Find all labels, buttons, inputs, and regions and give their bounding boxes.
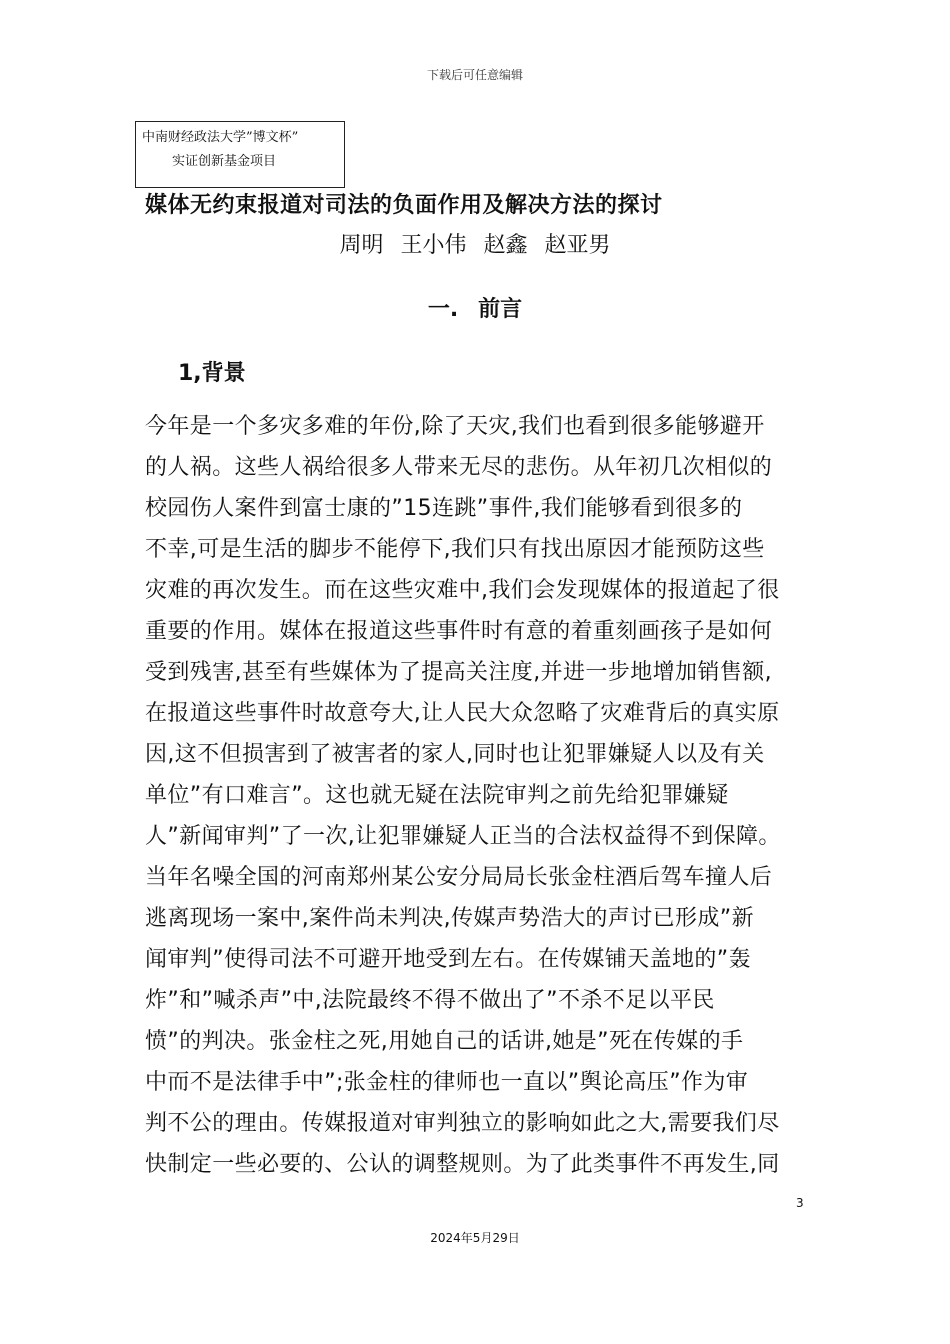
section-heading [0,292,950,323]
body-line: 愤”的判决。张金柱之死,用她自己的话讲,她是”死在传媒的手 [145,1029,744,1054]
project-label-box [135,121,345,188]
author-name: 赵鑫 [483,233,528,258]
body-line: 炸”和”喊杀声”中,法院最终不得不做出了”不杀不足以平民 [145,988,715,1013]
project-label-line2: 实证创新基金项目 [172,154,277,169]
body-line: 人”新闻审判”了一次,让犯罪嫌疑人正当的合法权益得不到保障。 [145,824,781,849]
project-label-line1: 中南财经政法大学”博文杯” [142,130,299,145]
author-list [0,228,950,259]
body-line: 判不公的理由。传媒报道对审判独立的影响如此之大,需要我们尽 [145,1111,780,1136]
body-line: 单位”有口难言”。这也就无疑在法院审判之前先给犯罪嫌疑 [145,783,729,808]
body-line: 当年名噪全国的河南郑州某公安分局局长张金柱酒后驾车撞人后 [145,865,773,890]
body-line: 重要的作用。媒体在报道这些事件时有意的着重刻画孩子是如何 [145,619,773,644]
body-line: 校园伤人案件到富士康的”15连跳”事件,我们能够看到很多的 [145,496,743,521]
section-number: 一. [427,297,459,322]
author-name: 王小伟 [400,233,467,258]
header-note: 下载后可任意编辑 [426,68,523,82]
body-line: 中而不是法律手中”;张金柱的律师也一直以”舆论高压”作为审 [145,1070,749,1095]
body-line: 在报道这些事件时故意夸大,让人民大众忽略了灾难背后的真实原 [145,701,780,726]
page-number: 3 [796,1196,804,1210]
body-line: 灾难的再次发生。而在这些灾难中,我们会发现媒体的报道起了很 [145,578,780,603]
body-line: 因,这不但损害到了被害者的家人,同时也让犯罪嫌疑人以及有关 [145,742,765,767]
body-line: 逃离现场一案中,案件尚未判决,传媒声势浩大的声讨已形成”新 [145,906,754,931]
body-line: 的人祸。这些人祸给很多人带来无尽的悲伤。从年初几次相似的 [145,455,773,480]
document-title: 媒体无约束报道对司法的负面作用及解决方法的探讨 [145,193,663,218]
body-line: 快制定一些必要的、公认的调整规则。为了此类事件不再发生,同 [145,1152,780,1177]
author-name: 周明 [339,233,384,258]
body-line: 不幸,可是生活的脚步不能停下,我们只有找出原因才能预防这些 [145,537,765,562]
body-line: 闻审判”使得司法不可避开地受到左右。在传媒铺天盖地的”轰 [145,947,751,972]
body-line: 今年是一个多灾多难的年份,除了天灾,我们也看到很多能够避开 [145,414,765,439]
body-line: 受到残害,甚至有些媒体为了提高关注度,并进一步地增加销售额, [145,660,772,685]
subsection-heading: 1,背景 [178,361,246,386]
footer-date: 2024年5月29日 [430,1231,520,1245]
body-paragraph [145,406,825,1185]
section-title: 前言 [478,297,523,322]
author-name: 赵亚男 [544,233,611,258]
